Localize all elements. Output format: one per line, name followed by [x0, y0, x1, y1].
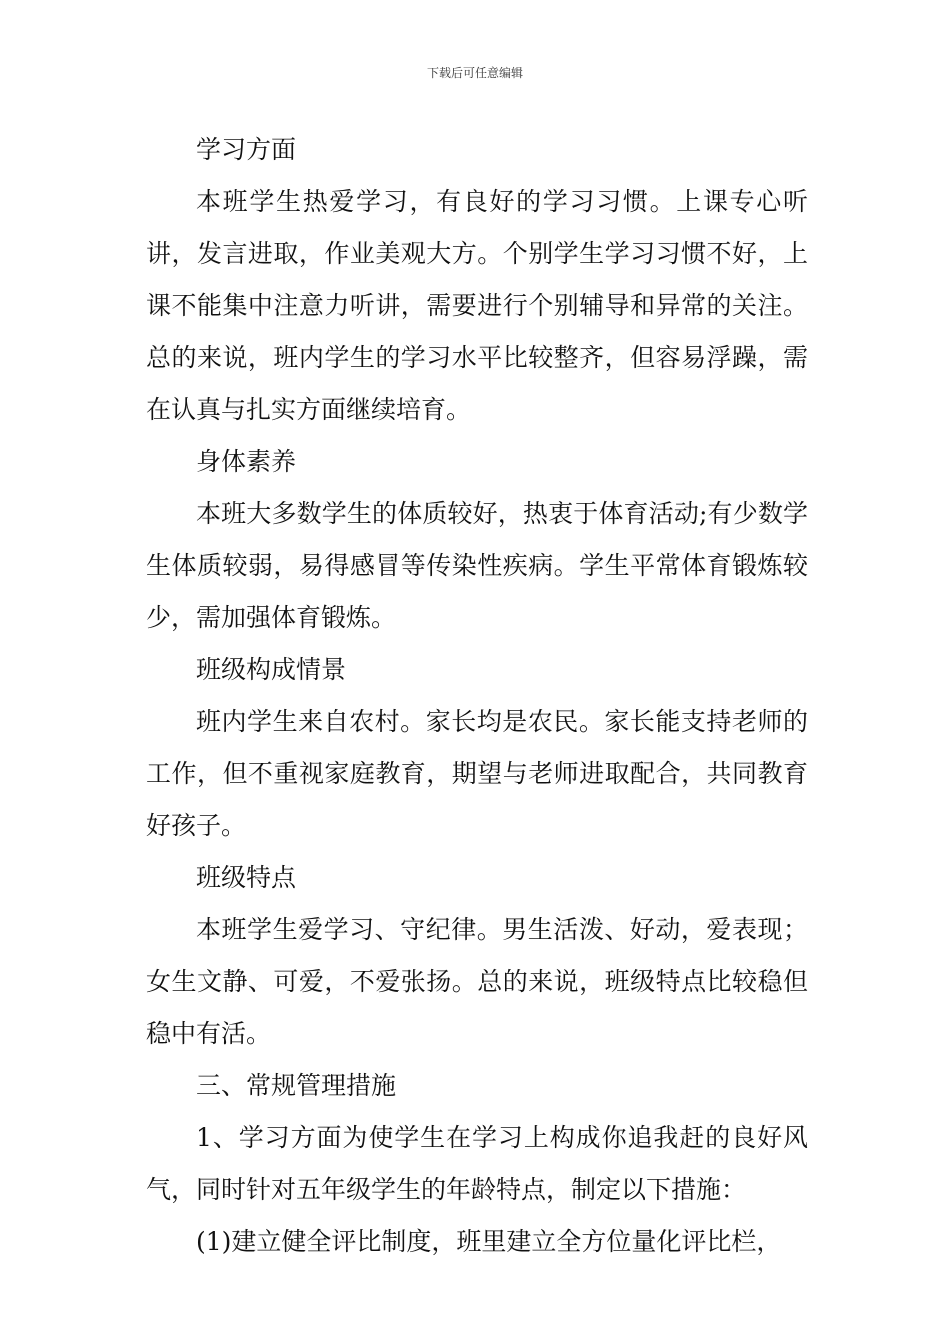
paragraph-class-composition: 班内学生来自农村。家长均是农民。家长能支持老师的工作，但不重视家庭教育，期望与老师进取配合，共同教育好孩子。: [146, 707, 808, 840]
paragraph-measure-1-1: (1)建立健全评比制度，班里建立全方位量化评比栏，: [196, 1227, 782, 1256]
paragraph-physical: 本班大多数学生的体质较好，热衷于体育活动;有少数学生体质较弱，易得感冒等传染性疾病。学生平常体育锻炼较少，需加强体育锻炼。: [146, 499, 808, 632]
heading-class-features: 班级特点: [196, 863, 297, 892]
heading-physical: 身体素养: [196, 447, 297, 476]
paragraph-study: 本班学生热爱学习，有良好的学习习惯。上课专心听讲，发言进取，作业美观大方。个别学生学习习惯不好，上课不能集中注意力听讲，需要进行个别辅导和异常的关注。总的来说，班内学生的学习水平比较整齐，但容易浮躁，需在认真与扎实方面继续培育。: [146, 187, 808, 424]
document-body: [146, 124, 808, 1268]
paragraph-class-features: 本班学生爱学习、守纪律。男生活泼、好动，爱表现；女生文静、可爱，不爱张扬。总的来说，班级特点比较稳但稳中有活。: [146, 915, 808, 1048]
heading-class-composition: 班级构成情景: [196, 655, 347, 684]
heading-routine-measures: 三、常规管理措施: [196, 1071, 397, 1100]
heading-study: 学习方面: [196, 135, 297, 164]
paragraph-measure-1: 1、学习方面为使学生在学习上构成你追我赶的良好风气，同时针对五年级学生的年龄特点，制定以下措施：: [146, 1123, 808, 1204]
page-header: 下载后可任意编辑: [426, 66, 523, 80]
